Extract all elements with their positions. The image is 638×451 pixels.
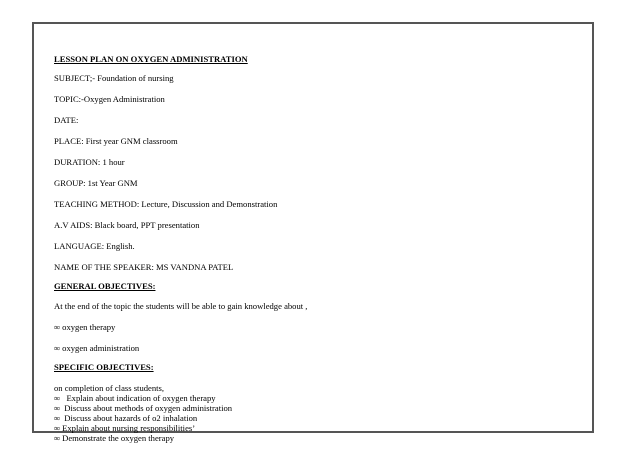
bullet-text: Discuss about hazards of o2 inhalation [62, 413, 198, 423]
list-item [54, 433, 574, 443]
bullet-text: oxygen therapy [62, 322, 116, 332]
list-item [54, 403, 574, 413]
infinity-bullet-icon: ∞ [54, 322, 61, 332]
infinity-bullet-icon: ∞ [54, 343, 61, 353]
field-place: PLACE: First year GNM classroom [54, 136, 178, 146]
field-teaching-method: TEACHING METHOD: Lecture, Discussion and Demonstration [54, 199, 278, 209]
document-title: LESSON PLAN ON OXYGEN ADMINISTRATION [54, 54, 248, 64]
bullet-text: Explain about indication of oxygen therapy [62, 393, 216, 403]
general-objectives-intro: At the end of the topic the students will be able to gain knowledge about , [54, 301, 308, 311]
infinity-bullet-icon: ∞ [54, 433, 61, 443]
bullet-text: Discuss about methods of oxygen administration [62, 403, 233, 413]
document-body [54, 54, 574, 443]
infinity-bullet-icon: ∞ [54, 393, 61, 403]
infinity-bullet-icon: ∞ [54, 423, 61, 433]
bullet-text: Demonstrate the oxygen therapy [62, 433, 175, 443]
list-item [54, 393, 574, 403]
field-language: LANGUAGE: English. [54, 241, 135, 251]
infinity-bullet-icon: ∞ [54, 413, 61, 423]
list-item [54, 423, 574, 433]
list-item [54, 343, 574, 354]
general-objectives-heading: GENERAL OBJECTIVES: [54, 281, 156, 291]
field-subject: SUBJECT;- Foundation of nursing [54, 73, 174, 83]
infinity-bullet-icon: ∞ [54, 403, 61, 413]
specific-objectives-heading: SPECIFIC OBJECTIVES: [54, 362, 154, 372]
field-group: GROUP: 1st Year GNM [54, 178, 138, 188]
bullet-text: Explain about nursing responsibilities’ [62, 423, 196, 433]
field-speaker: NAME OF THE SPEAKER: MS VANDNA PATEL [54, 262, 234, 272]
field-duration: DURATION: 1 hour [54, 157, 125, 167]
field-av-aids: A.V AIDS: Black board, PPT presentation [54, 220, 200, 230]
list-item [54, 322, 574, 333]
bullet-text: oxygen administration [62, 343, 140, 353]
specific-objectives-intro: on completion of class students, [54, 383, 165, 393]
field-topic: TOPIC:-Oxygen Administration [54, 94, 165, 104]
list-item [54, 413, 574, 423]
field-date: DATE: [54, 115, 79, 125]
